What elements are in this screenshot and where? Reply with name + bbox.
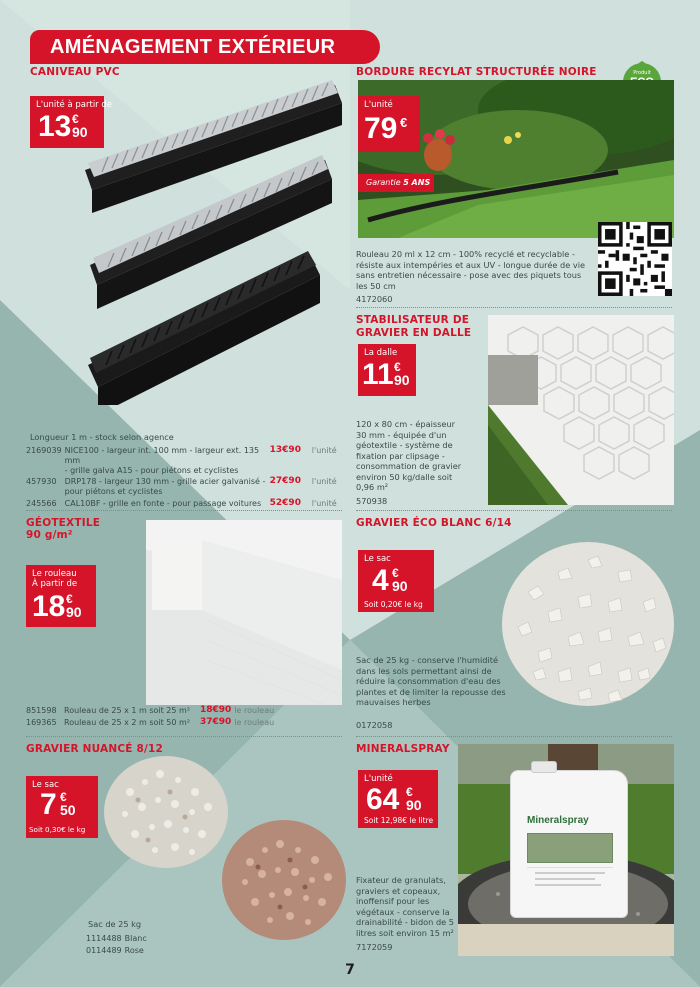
caniveau-product-image: [80, 75, 345, 405]
row-text: CAL10BF - grille en fonte - pour passage voitures: [64, 498, 262, 508]
geotextile-image: [146, 520, 342, 705]
stabilisateur-ref: 570938: [356, 496, 388, 506]
table-row: [86, 934, 150, 946]
stabilisateur-title-2: GRAVIER EN DALLE: [356, 327, 472, 339]
caniveau-price-int: 13: [38, 110, 72, 143]
row-unit: l'unité: [311, 446, 337, 455]
geotextile-price-label-2: À partir de: [32, 579, 78, 589]
guarantee-prefix: Garantie: [366, 178, 401, 187]
stabilisateur-image: [488, 315, 674, 505]
caniveau-price-label: L'unité à partir de: [36, 100, 112, 110]
mineralspray-ref: 7172059: [356, 942, 393, 952]
page-number: 7: [345, 962, 355, 978]
mineralspray-bottle: [510, 770, 628, 918]
stabilisateur-price-label: La dalle: [364, 348, 398, 358]
gravier-nuance-price-int: 7: [40, 788, 57, 821]
row-text: NICE100 - largeur int. 100 mm - largeur ext. 135 mm: [64, 446, 260, 465]
table-row: [86, 946, 150, 958]
stabilisateur-price-cents: 90: [394, 372, 410, 388]
qr-code-icon: [598, 222, 672, 296]
gravier-eco-price-cents: 90: [392, 578, 408, 594]
row-ref: 1114488: [86, 934, 122, 943]
row-price: 13€90: [269, 445, 301, 455]
bordure-title: BORDURE RECYLAT STRUCTURÉE NOIRE: [356, 66, 597, 78]
gravier-nuance-title: GRAVIER NUANCÉ 8/12: [26, 743, 164, 755]
mineralspray-price-cents: 90: [406, 797, 422, 813]
caniveau-price-cents: 90: [72, 124, 88, 140]
gravier-eco-ref: 0172058: [356, 720, 393, 730]
bordure-guarantee-badge: [358, 174, 434, 192]
row-text: Rouleau de 25 x 2 m soit 50 m²: [64, 717, 191, 727]
table-row: [26, 477, 346, 499]
row-price: 37€90: [200, 716, 232, 727]
table-row: [26, 499, 346, 511]
gravier-nuance-price-label: Le sac: [32, 780, 59, 790]
gravier-eco-price-label: Le sac: [364, 554, 391, 564]
caniveau-table: [26, 446, 346, 511]
gravier-nuance-price-tag: [26, 776, 98, 838]
row-text: DRP178 - largeur 130 mm - grille acier galvanisé -: [64, 477, 266, 487]
gravier-eco-price-int: 4: [372, 564, 389, 597]
row-text-2: - grille galva A15 - pour piétons et cyclistes: [64, 465, 239, 475]
gravier-eco-price-euro: €: [392, 566, 399, 580]
mineralspray-price-int: 64: [366, 783, 400, 816]
gravier-nuance-price-euro: €: [60, 790, 67, 804]
caniveau-title: CANIVEAU PVC: [30, 66, 120, 78]
row-text-2: pour piétons et cyclistes: [64, 487, 163, 497]
bordure-price-euro: €: [400, 115, 408, 130]
bordure-price-label: L'unité: [364, 100, 393, 110]
stabilisateur-price-int: 11: [362, 358, 394, 391]
stabilisateur-price-tag: [358, 344, 416, 396]
row-text: Rouleau de 25 x 1 m soit 25 m²: [64, 706, 191, 715]
gravier-eco-image: [498, 532, 678, 712]
row-price: 52€90: [269, 497, 301, 508]
guarantee-value: 5 ANS: [403, 178, 431, 187]
gravier-nuance-price-per-kg: Soit 0,30€ le kg: [29, 825, 86, 834]
row-ref: 2169039: [26, 446, 62, 455]
geotextile-price-euro: €: [66, 592, 73, 606]
stabilisateur-description: 120 x 80 cm - épaisseur 30 mm - équipée d'un géotextile - système de fixation par clipsage - consommation de gravier environ 50 kg/dalle soit 0,96 m²: [356, 419, 462, 492]
geotextile-title-1: GÉOTEXTILE: [26, 517, 101, 529]
row-unit: le rouleau: [234, 706, 275, 715]
divider: [356, 510, 672, 511]
mineralspray-description: Fixateur de granulats, graviers et copeaux, inoffensif pour les végétaux - conserve la drainabilité - bidon de 5 litres soit environ 15 m²: [356, 875, 455, 938]
gravier-eco-title: GRAVIER ÉCO BLANC 6/14: [356, 517, 512, 529]
row-unit: le rouleau: [234, 717, 275, 727]
bottle-label-text: [527, 867, 613, 897]
page-title: AMÉNAGEMENT EXTÉRIEUR: [30, 30, 380, 64]
stabilisateur-price-euro: €: [394, 360, 401, 374]
gravier-eco-price-tag: [358, 550, 434, 612]
mineralspray-price-tag: [358, 770, 438, 828]
bordure-ref: 4172060: [356, 294, 393, 304]
gravier-nuance-description: Sac de 25 kg: [88, 919, 142, 929]
geotextile-price-int: 18: [32, 590, 66, 623]
row-unit: l'unité: [311, 498, 337, 508]
table-row: [26, 718, 277, 730]
row-price: 18€90: [200, 705, 232, 715]
gravier-eco-description: Sac de 25 kg - conserve l'humidité dans les sols permettant ainsi de réduire la consommation d'eau des plantes et de limiter la repousse des mauvaises herbes: [356, 655, 506, 707]
bordure-price-tag: [358, 96, 420, 152]
geotextile-price-label-1: Le rouleau: [32, 569, 77, 579]
row-text: Blanc: [124, 934, 147, 943]
row-price: 27€90: [269, 476, 301, 487]
bottle-label-image: [527, 833, 613, 863]
row-unit: l'unité: [311, 477, 337, 487]
divider: [26, 510, 342, 511]
table-row: [26, 446, 346, 477]
caniveau-price-euro: €: [72, 112, 79, 126]
geotextile-table: [26, 706, 277, 730]
row-ref: 169365: [26, 717, 57, 727]
gravier-nuance-price-cents: 50: [60, 802, 76, 818]
gravier-eco-price-per-kg: Soit 0,20€ le kg: [364, 600, 423, 609]
row-ref: 245566: [26, 498, 57, 508]
bordure-description: Rouleau 20 ml x 12 cm - 100% recyclé et recyclable - résiste aux intempéries et aux UV - longue durée de vie sans entretien nécessaire - pose avec des piquets tous les 50 cm: [356, 249, 586, 291]
row-ref: 0114489: [86, 945, 122, 955]
row-ref: 851598: [26, 706, 57, 715]
divider: [356, 736, 672, 737]
bordure-price-int: 79: [364, 112, 398, 145]
mineralspray-title: MINERALSPRAY: [356, 743, 450, 755]
caniveau-description: Longueur 1 m - stock selon agence: [30, 432, 174, 442]
row-ref: 457930: [26, 477, 57, 487]
geotextile-price-tag: [26, 565, 96, 627]
table-row: [26, 706, 277, 718]
geotextile-title-2: 90 g/m²: [26, 529, 73, 541]
row-text: Rose: [124, 945, 144, 955]
stabilisateur-title-1: STABILISATEUR DE: [356, 314, 470, 326]
geotextile-price-cents: 90: [66, 604, 82, 620]
bottle-brand: Mineralspray: [527, 815, 589, 826]
gravier-nuance-table: [86, 934, 150, 958]
mineralspray-price-euro: €: [406, 785, 413, 799]
mineralspray-price-per-litre: Soit 12,98€ le litre: [364, 816, 434, 825]
divider: [356, 307, 672, 308]
caniveau-price-tag: [30, 96, 112, 148]
mineralspray-price-label: L'unité: [364, 774, 393, 784]
bottle-cap: [531, 761, 557, 773]
eco-badge-line1: Produit: [633, 70, 651, 76]
divider: [26, 736, 342, 737]
